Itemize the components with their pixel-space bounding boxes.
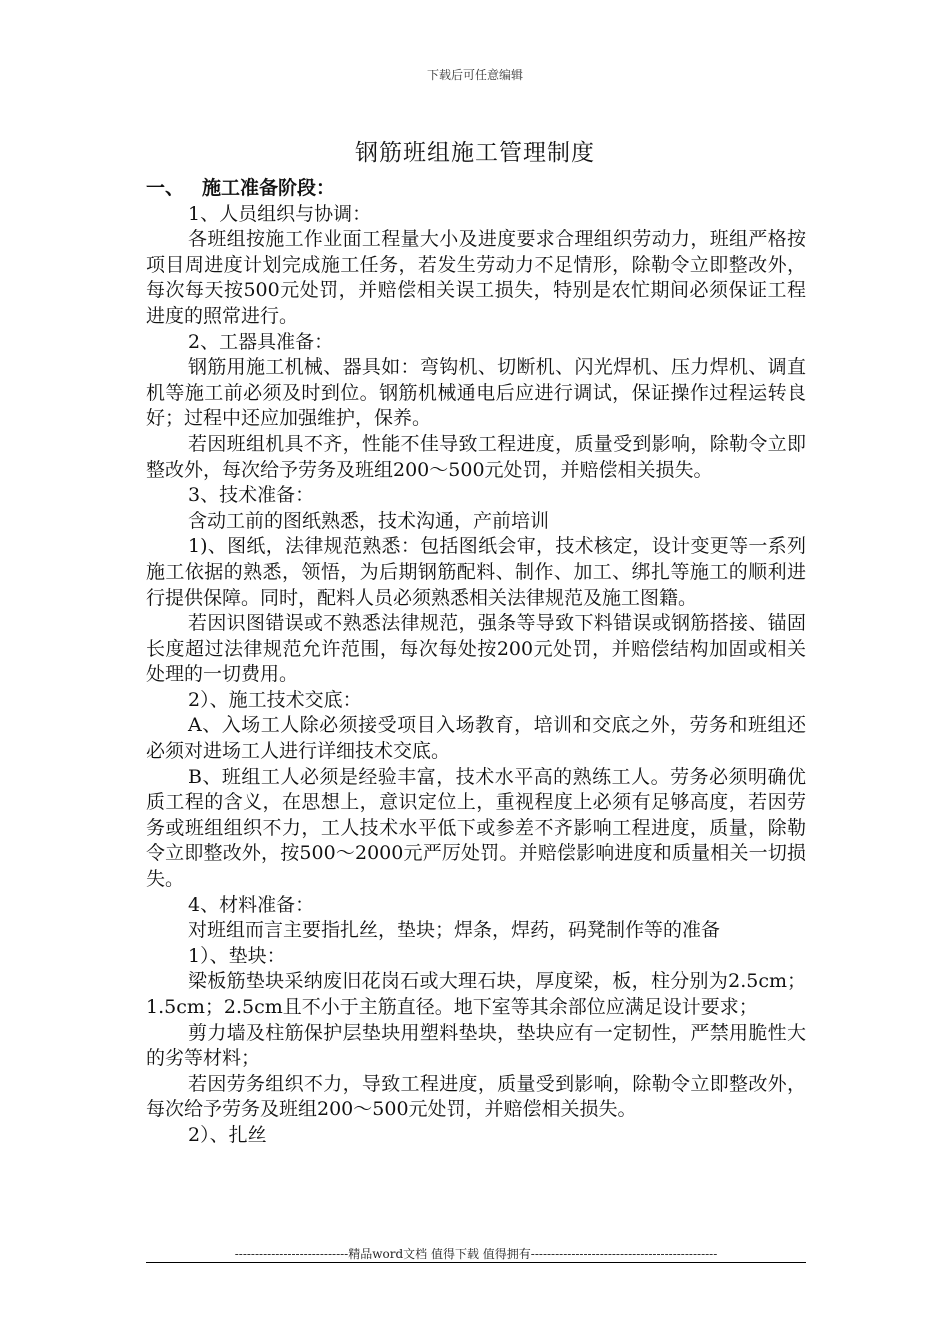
paragraph-disclosure-b: B、班组工人必须是经验丰富，技术水平高的熟练工人。劳务必须明确优质工程的含义，在思想上，意识定位上，重视程度上必须有足够高度，若因劳务或班组组织不力，工人技术水平低下或参差不齐影响工程进度，质量，除勒令立即整改外，按500～2000元严厉处罚。并赔偿影响进度和质量相关一切损失。 [146, 765, 806, 891]
section-title: 施工准备阶段： [202, 177, 336, 199]
paragraph-pads-penalty: 若因劳务组织不力，导致工程进度，质量受到影响，除勒令立即整改外，每次给予劳务及班组200～500元处罚，并赔偿相关损失。 [146, 1072, 806, 1121]
subheading-wire: 2）、扎丝 [188, 1123, 267, 1146]
paragraph-technical-intro: 含动工前的图纸熟悉，技术沟通，产前培训 [188, 509, 550, 532]
paragraph-pads: 梁板筋垫块采纳废旧花岗石或大理石块，厚度梁，板，柱分别为2.5cm；1.5cm；2.5cm且不小于主筋直径。地下室等其余部位应满足设计要求； [146, 970, 806, 1018]
section-number: 一、 [146, 177, 185, 199]
paragraph-personnel: 各班组按施工作业面工程量大小及进度要求合理组织劳动力，班组严格按项目周进度计划完成施工任务，若发生劳动力不足情形，除勒令立即整改外，每次每天按500元处罚，并赔偿相关误工损失，特别是农忙期间必须保证工程进度的照常进行。 [146, 228, 806, 327]
subheading-tools: 2、工器具准备： [188, 330, 334, 353]
document-body [146, 176, 806, 1149]
footer-divider [146, 1262, 806, 1263]
subheading-pads: 1）、垫块： [188, 944, 286, 967]
header-note: 下载后可任意编辑 [426, 68, 523, 82]
paragraph-disclosure-a: A、入场工人除必须接受项目入场教育，培训和交底之外，劳务和班组还必须对进场工人进行详细技术交底。 [146, 714, 806, 763]
footer-note: ----------------------------精品word文档 值得下载 值得拥有---------------------------------------------- [234, 1247, 718, 1261]
subheading-personnel: 1、人员组织与协调： [188, 202, 372, 225]
paragraph-tools: 钢筋用施工机械、器具如：弯钩机、切断机、闪光焊机、压力焊机、调直机等施工前必须及时到位。钢筋机械通电后应进行调试，保证操作过程运转良好；过程中还应加强维护，保养。 [146, 356, 806, 430]
section-heading [146, 176, 806, 202]
subheading-materials: 4、材料准备： [188, 893, 315, 916]
paragraph-drawings-penalty: 若因识图错误或不熟悉法律规范，强条等导致下料错误或钢筋搭接、锚固长度超过法律规范允许范围，每次每处按200元处罚，并赔偿结构加固或相关处理的一切费用。 [146, 612, 806, 686]
subheading-disclosure: 2）、施工技术交底： [188, 688, 362, 711]
paragraph-drawings: 1)、图纸，法律规范熟悉：包括图纸会审，技术核定，设计变更等一系列施工依据的熟悉，领悟，为后期钢筋配料、制作、加工、绑扎等施工的顺利进行提供保障。同时，配料人员必须熟悉相关法律规范及施工图籍。 [146, 535, 806, 609]
paragraph-tools-penalty: 若因班组机具不齐，性能不佳导致工程进度，质量受到影响，除勒令立即整改外，每次给予劳务及班组200～500元处罚，并赔偿相关损失。 [146, 432, 806, 481]
paragraph-pads-plastic: 剪力墙及柱筋保护层垫块用塑料垫块，垫块应有一定韧性，严禁用脆性大的劣等材料； [146, 1021, 806, 1070]
document-title: 钢筋班组施工管理制度 [355, 140, 595, 166]
subheading-technical: 3、技术准备： [188, 484, 315, 507]
paragraph-materials: 对班组而言主要指扎丝，垫块；焊条，焊药，码凳制作等的准备 [188, 919, 721, 942]
